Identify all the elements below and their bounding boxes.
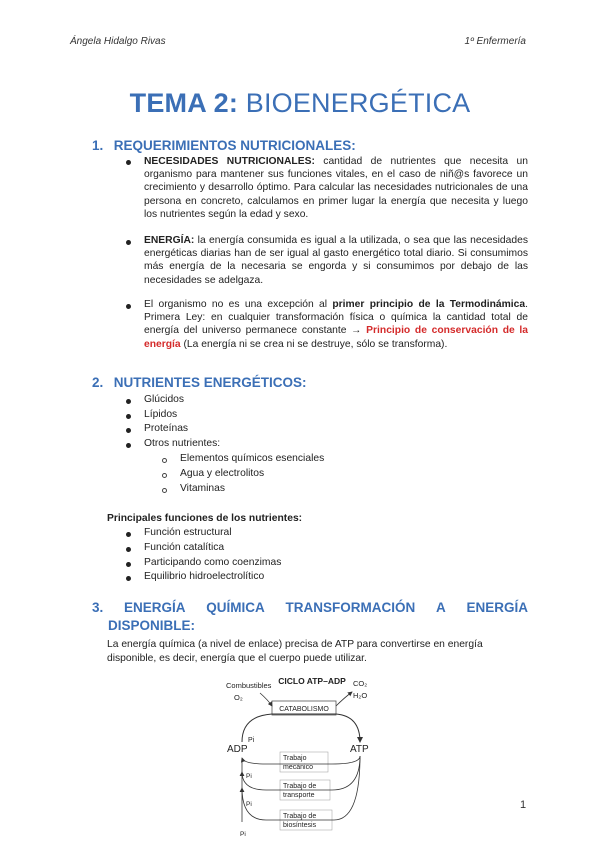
sub-bullet-icon <box>162 458 167 463</box>
section-1-number: 1. <box>92 138 104 153</box>
header-course: 1º Enfermería <box>464 36 526 47</box>
functions-title: Principales funciones de los nutrientes: <box>107 513 303 524</box>
diagram-pi: Pi <box>248 737 255 744</box>
diagram-adp: ADP <box>227 744 248 755</box>
cycle-top-arrow <box>242 714 360 742</box>
bullet-term: ENERGÍA: <box>144 235 195 246</box>
diagram-work1-line2: mecánico <box>283 764 313 771</box>
bullet-icon <box>126 562 131 567</box>
nutrient-subitem: Agua y electrolitos <box>180 468 265 479</box>
section-3-title-line2: DISPONIBLE: <box>108 618 196 633</box>
bullet-highlight: Principio de conservación de la energía <box>144 325 528 350</box>
atp-adp-cycle-diagram <box>220 672 390 848</box>
nutrient-item: Glúcidos <box>144 394 185 405</box>
bullet-text-post: (La energía ni se crea ni se destruye, sólo se transforma). <box>180 338 448 350</box>
diagram-work3-line1: Trabajo de <box>283 813 317 820</box>
bullet-termodinamica <box>144 298 528 351</box>
diagram-fuel: Combustibles <box>226 681 272 690</box>
section-3-word: ENERGÍA <box>466 600 528 615</box>
nutrient-item: Otros nutrientes: <box>144 438 221 449</box>
sub-bullet-icon <box>162 473 167 478</box>
nutrient-item: Lípidos <box>144 409 178 420</box>
section-3-number: 3. <box>92 600 104 615</box>
bullet-icon <box>126 428 131 433</box>
header-author: Ángela Hidalgo Rivas <box>70 36 166 47</box>
bullet-icon <box>126 160 131 165</box>
section-3-word: TRANSFORMACIÓN <box>285 600 416 615</box>
function-item: Función estructural <box>144 527 232 538</box>
bullet-icon <box>126 399 131 404</box>
section-2-title: NUTRIENTES ENERGÉTICOS: <box>113 375 307 390</box>
diagram-pi-2: Pi <box>246 801 252 808</box>
sub-bullet-icon <box>162 488 167 493</box>
nutrient-subitem: Vitaminas <box>180 483 226 494</box>
page-number: 1 <box>520 799 527 811</box>
section-2-number: 2. <box>92 375 104 390</box>
section-3-word: A <box>435 600 446 615</box>
diagram-h2o: H₂O <box>353 691 368 700</box>
nutrient-subitem: Elementos químicos esenciales <box>180 453 325 464</box>
section-3-paragraph: La energía química (a nivel de enlace) precisa de ATP para convertirse en energía disponible, es decir, energía que el cuerpo puede utilizar. <box>107 639 483 664</box>
bullet-text-mid: . Primera Ley: en cualquier transformación física o química la cantidad total de energía del universo permanece constante → <box>144 299 528 337</box>
page-title <box>0 88 600 119</box>
title-prefix: TEMA 2: <box>129 88 239 118</box>
diagram-atp: ATP <box>350 744 369 755</box>
bullet-term: NECESIDADES NUTRICIONALES: <box>144 156 315 167</box>
bullet-text-pre: El organismo no es una excepción al <box>144 299 333 310</box>
title-main: BIOENERGÉTICA <box>245 88 471 118</box>
bullet-icon <box>126 304 131 309</box>
bullet-term: primer principio de la Termodinámica <box>332 299 526 310</box>
section-3-word: QUÍMICA <box>206 600 265 615</box>
diagram-title: CICLO ATP–ADP <box>278 676 346 686</box>
nutrient-item: Proteínas <box>144 423 189 434</box>
diagram-work2-line1: Trabajo de <box>283 783 317 790</box>
section-1-title: REQUERIMIENTOS NUTRICIONALES: <box>113 138 356 153</box>
bullet-text: la energía consumida es igual a la utilizada, o sea que las necesidades energéticas diarias han de ser igual al gasto energético total diario. Si consumimos más energía de la necesaria se engorda y si consumimos por debajo de las necesidades se adelgaza. <box>144 235 528 286</box>
diagram-o2: O₂ <box>234 693 243 702</box>
diagram-catabolism: CATABOLISMO <box>279 706 329 713</box>
diagram-work1-line1: Trabajo <box>283 755 307 762</box>
bullet-necesidades <box>144 155 528 221</box>
bullet-icon <box>126 414 131 419</box>
bullet-icon <box>126 576 131 581</box>
function-item: Equilibrio hidroelectrolítico <box>144 571 265 582</box>
section-2-heading <box>92 375 307 390</box>
bullet-text: cantidad de nutrientes que necesita un organismo para mantener sus funciones vitales, en el caso de niñ@s favorece un crecimiento y desarrollo óptimo. Para calcular las necesidades nutricionales de una persona en concreto, calculamos en primer lugar la energía que necesita y luego los nutrientes según la edad y sexo. <box>144 156 528 220</box>
bullet-icon <box>126 547 131 552</box>
bullet-icon <box>126 240 131 245</box>
bullet-energia <box>144 234 528 287</box>
bullet-icon <box>126 532 131 537</box>
fuel-arrow <box>260 693 272 706</box>
diagram-work2-line2: transporte <box>283 792 315 799</box>
function-item: Función catalítica <box>144 542 225 553</box>
waste-arrow <box>336 692 352 706</box>
diagram-work3-line2: biosíntesis <box>283 822 317 829</box>
function-item: Participando como coenzimas <box>144 557 282 568</box>
diagram-pi-3: Pi <box>240 831 246 838</box>
section-3-heading <box>92 599 528 635</box>
diagram-co2: CO₂ <box>353 679 368 688</box>
diagram-pi-1: Pi <box>246 773 252 780</box>
section-3-word: ENERGÍA <box>124 600 186 615</box>
bullet-icon <box>126 443 131 448</box>
section-1-heading <box>92 138 356 153</box>
